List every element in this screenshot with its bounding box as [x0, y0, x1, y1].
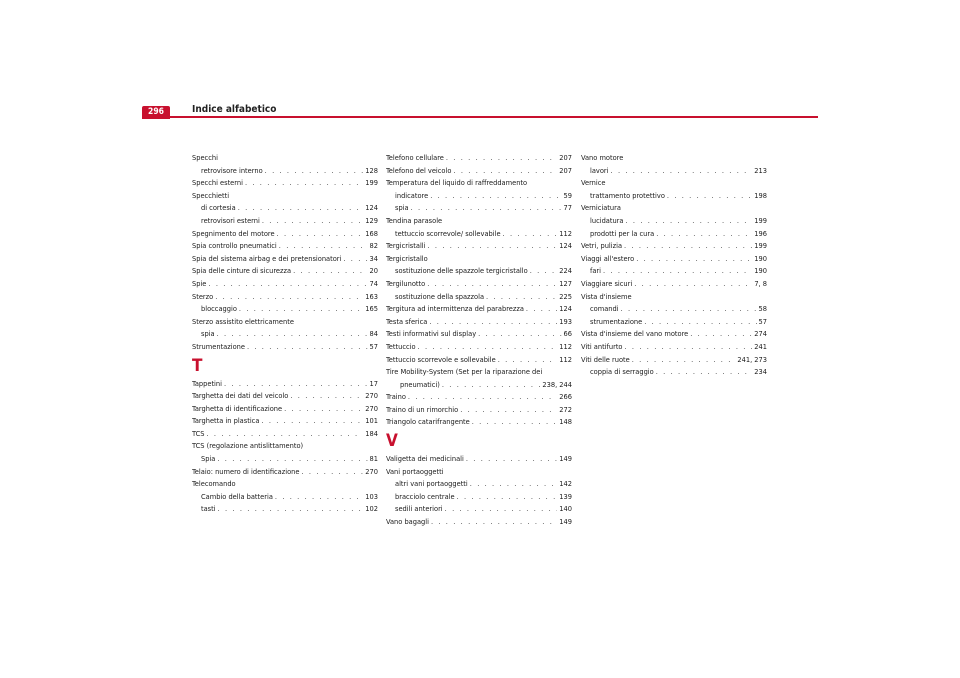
index-heading: Tire Mobility-System (Set per la riparazione dei — [386, 367, 543, 377]
index-entry: Traino . . . 266 — [386, 391, 572, 404]
index-column-1 — [192, 152, 378, 516]
index-entry: Telefono del veicolo . . . 207 — [386, 165, 572, 178]
index-entry: pneumatici) . . . 238, 244 — [386, 379, 572, 392]
index-entry: sostituzione delle spazzole tergicristallo . . . 224 — [386, 265, 572, 278]
index-entry: Targhetta dei dati del veicolo . . . 270 — [192, 390, 378, 403]
index-entry: Triangolo catarifrangente . . . 148 — [386, 416, 572, 429]
index-entry: sostituzione della spazzola . . . 225 — [386, 291, 572, 304]
index-column-2 — [386, 152, 572, 529]
index-entry: indicatore . . . 59 — [386, 190, 572, 203]
index-entry: Spie . . . 74 — [192, 278, 378, 291]
index-entry: Specchi esterni . . . 199 — [192, 177, 378, 190]
index-column-3 — [581, 152, 767, 379]
section-letter-v: V — [386, 431, 398, 452]
index-entry: strumentazione . . . 57 — [581, 316, 767, 329]
index-entry: Spia controllo pneumatici . . . 82 — [192, 240, 378, 253]
index-entry: Tappetini . . . 17 — [192, 378, 378, 391]
index-entry: Tettuccio scorrevole e sollevabile . . . 112 — [386, 354, 572, 367]
index-heading: Temperatura del liquido di raffreddamento — [386, 178, 528, 188]
page-number: 296 — [142, 106, 170, 119]
index-heading: Vani portaoggetti — [386, 466, 444, 476]
index-heading: Vernice — [581, 178, 606, 188]
index-heading: TCS (regolazione antislittamento) — [192, 441, 304, 451]
index-entry: Telaio: numero di identificazione . . . 270 — [192, 466, 378, 479]
index-entry: Viaggi all'estero . . . 190 — [581, 253, 767, 266]
index-heading: Vano motore — [581, 153, 624, 162]
page-title: Indice alfabetico — [192, 104, 277, 115]
index-heading: Verniciatura — [581, 203, 621, 213]
index-entry: altri vani portaoggetti . . . 142 — [386, 478, 572, 491]
index-heading: Tergicristallo — [386, 253, 428, 263]
index-entry: di cortesia . . . 124 — [192, 202, 378, 215]
index-heading: Tendina parasole — [386, 215, 443, 225]
index-entry: Sterzo . . . 163 — [192, 291, 378, 304]
section-letter-t: T — [192, 355, 203, 376]
index-heading: Specchietti — [192, 190, 230, 200]
index-entry: Tettuccio . . . 112 — [386, 341, 572, 354]
index-entry: lavori . . . 213 — [581, 165, 767, 178]
index-entry: Vetri, pulizia . . . 199 — [581, 240, 767, 253]
index-entry: spia . . . 77 — [386, 202, 572, 215]
index-entry: spia . . . 84 — [192, 328, 378, 341]
index-heading: Vista d'insieme — [581, 291, 632, 301]
index-entry: TCS . . . 184 — [192, 428, 378, 441]
index-entry: Testa sferica . . . 193 — [386, 316, 572, 329]
index-entry: tettuccio scorrevole/ sollevabile . . . 112 — [386, 228, 572, 241]
index-entry: trattamento protettivo . . . 198 — [581, 190, 767, 203]
index-entry: prodotti per la cura . . . 196 — [581, 228, 767, 241]
index-entry: Spegnimento del motore . . . 168 — [192, 228, 378, 241]
index-entry: Viti delle ruote . . . 241, 273 — [581, 354, 767, 367]
index-entry: bracciolo centrale . . . 139 — [386, 491, 572, 504]
index-entry: Strumentazione . . . 57 — [192, 341, 378, 354]
index-entry: Testi informativi sul display . . . 66 — [386, 328, 572, 341]
index-entry: sedili anteriori . . . 140 — [386, 503, 572, 516]
index-entry: comandi . . . 58 — [581, 303, 767, 316]
index-entry: Spia . . . 81 — [192, 453, 378, 466]
index-entry: fari . . . 190 — [581, 265, 767, 278]
index-heading: Telecomando — [192, 479, 236, 489]
header-rule — [168, 116, 818, 118]
index-heading: Sterzo assistito elettricamente — [192, 316, 294, 326]
index-entry: Targhetta di identificazione . . . 270 — [192, 403, 378, 416]
index-entry: Viti antifurto . . . 241 — [581, 341, 767, 354]
index-entry: coppia di serraggio . . . 234 — [581, 366, 767, 379]
index-entry: Spia del sistema airbag e dei pretensionatori . . . 34 — [192, 253, 378, 266]
index-entry: retrovisori esterni . . . 129 — [192, 215, 378, 228]
index-entry: Cambio della batteria . . . 103 — [192, 491, 378, 504]
index-entry: Targhetta in plastica . . . 101 — [192, 415, 378, 428]
index-entry: Tergicristalli . . . 124 — [386, 240, 572, 253]
index-entry: Valigetta dei medicinali . . . 149 — [386, 453, 572, 466]
index-entry: retrovisore interno . . . 128 — [192, 165, 378, 178]
index-entry: tasti . . . 102 — [192, 503, 378, 516]
index-entry: Vano bagagli . . . 149 — [386, 516, 572, 529]
index-entry: lucidatura . . . 199 — [581, 215, 767, 228]
index-entry: Telefono cellulare . . . 207 — [386, 152, 572, 165]
index-entry: Viaggiare sicuri . . . 7, 8 — [581, 278, 767, 291]
index-entry: Tergitura ad intermittenza del parabrezza . . . 124 — [386, 303, 572, 316]
index-entry: bloccaggio . . . 165 — [192, 303, 378, 316]
index-entry: Traino di un rimorchio . . . 272 — [386, 404, 572, 417]
index-entry: Tergilunotto . . . 127 — [386, 278, 572, 291]
index-heading: Specchi — [192, 153, 218, 162]
index-entry: Spia delle cinture di sicurezza . . . 20 — [192, 265, 378, 278]
index-entry: Vista d'insieme del vano motore . . . 274 — [581, 328, 767, 341]
